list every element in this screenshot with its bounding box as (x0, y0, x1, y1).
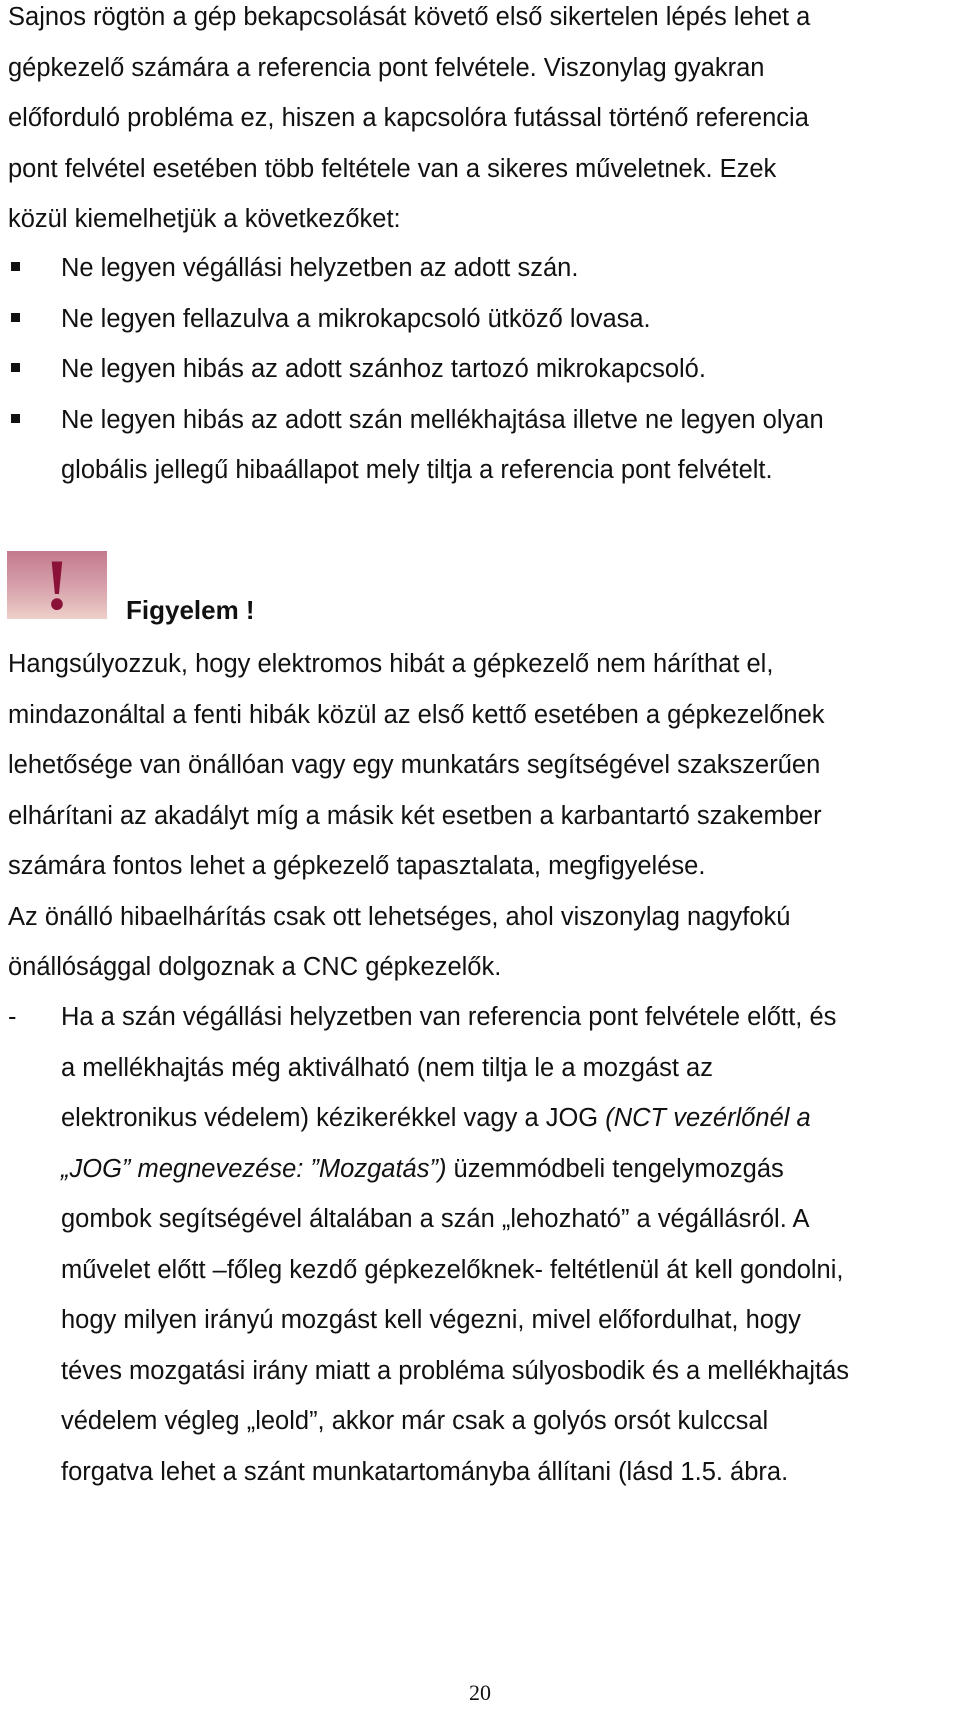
dash-item-text: gombok segítségével általában a szán „lehozható” a végállásról. A (61, 1205, 810, 1233)
bullet-item (8, 344, 954, 395)
bullet-item (8, 243, 954, 294)
square-bullet-icon (11, 262, 20, 271)
warning-icon-box (7, 545, 107, 625)
dash-item-line (8, 1144, 954, 1195)
dash-item-line (8, 1093, 954, 1144)
intro-line: gépkezelő számára a referencia pont felvétele. Viszonylag gyakran (8, 53, 765, 82)
body-line: számára fontos lehet a gépkezelő tapasztalata, megfigyelése. (8, 852, 706, 880)
square-bullet-icon (11, 414, 20, 423)
dash-item-text: hogy milyen irányú mozgást kell végezni, mivel előfordulhat, hogy (61, 1306, 801, 1334)
dash-item-line (8, 1194, 954, 1245)
dash-item-text: Ha a szán végállási helyzetben van referencia pont felvétele előtt, és (61, 1003, 837, 1031)
dash-item-line (8, 1396, 954, 1447)
bullet-text: Ne legyen hibás az adott szán mellékhajtása illetve ne legyen olyan (61, 405, 824, 434)
page-number: 20 (469, 1680, 491, 1705)
warning-title: Figyelem ! (126, 595, 255, 625)
bullet-item (8, 294, 954, 345)
dash-item-text: védelem végleg „leold”, akkor már csak a golyós orsót kulccsal (61, 1407, 769, 1435)
bullet-text: globális jellegű hibaállapot mely tiltja a referencia pont felvételt. (61, 456, 773, 484)
dash-list-item (8, 992, 954, 1497)
body-line: Hangsúlyozzuk, hogy elektromos hibát a gépkezelő nem háríthat el, (8, 650, 774, 678)
bullet-continuation (8, 445, 954, 496)
body-line: lehetősége van önállóan vagy egy munkatárs segítségével szakszerűen (8, 751, 821, 779)
dash-item-italic-text: (NCT vezérlőnél a (605, 1104, 811, 1132)
dash-bullet: - (8, 1003, 17, 1031)
intro-line: előforduló probléma ez, hiszen a kapcsolóra futással történő referencia (8, 104, 809, 132)
dash-item-text: üzemmódbeli tengelymozgás (446, 1154, 784, 1183)
intro-paragraph (8, 0, 954, 245)
dash-item-italic-text: „JOG” megnevezése: ”Mozgatás”) (61, 1154, 447, 1183)
square-bullet-icon (11, 313, 20, 322)
body-paragraph (8, 639, 954, 993)
intro-line: közül kiemelhetjük a következőket: (8, 205, 401, 233)
body-line: önállósággal dolgoznak a CNC gépkezelők. (8, 953, 502, 981)
dash-item-text: elektronikus védelem) kézikerékkel vagy a JOG (61, 1104, 606, 1132)
bullet-text: Ne legyen fellazulva a mikrokapcsoló ütköző lovasa. (61, 304, 651, 333)
bullet-list (8, 243, 954, 496)
body-line: mindazonáltal a fenti hibák közül az első kettő esetében a gépkezelőnek (8, 700, 825, 729)
dash-item-text: téves mozgatási irány miatt a probléma súlyosbodik és a mellékhajtás (61, 1356, 850, 1385)
bullet-item (8, 395, 954, 446)
dash-item-text: forgatva lehet a szánt munkatartományba állítani (lásd 1.5. ábra. (61, 1457, 789, 1486)
bullet-text: Ne legyen hibás az adott szánhoz tartozó mikrokapcsoló. (61, 355, 706, 383)
dash-item-line (8, 1447, 954, 1498)
square-bullet-icon (11, 363, 20, 372)
body-line: elhárítani az akadályt míg a másik két esetben a karbantartó szakember (8, 801, 822, 830)
body-line: Az önálló hibaelhárítás csak ott lehetséges, ahol viszonylag nagyfokú (8, 902, 791, 931)
bullet-text: Ne legyen végállási helyzetben az adott szán. (61, 254, 579, 282)
dash-item-line (8, 1295, 954, 1346)
exclamation-icon: ! (45, 545, 69, 625)
dash-item-text: a mellékhajtás még aktiválható (nem tiltja le a mozgást az (61, 1053, 713, 1082)
dash-item-line (8, 1346, 954, 1397)
dash-item-line (8, 992, 954, 1043)
dash-item-line (8, 1043, 954, 1094)
intro-line: Sajnos rögtön a gép bekapcsolását követő első sikertelen lépés lehet a (8, 3, 811, 31)
dash-item-text: művelet előtt –főleg kezdő gépkezelőknek- feltétlenül át kell gondolni, (61, 1255, 844, 1284)
dash-item-line (8, 1245, 954, 1296)
intro-line: pont felvétel esetében több feltétele van a sikeres műveletnek. Ezek (8, 154, 777, 183)
